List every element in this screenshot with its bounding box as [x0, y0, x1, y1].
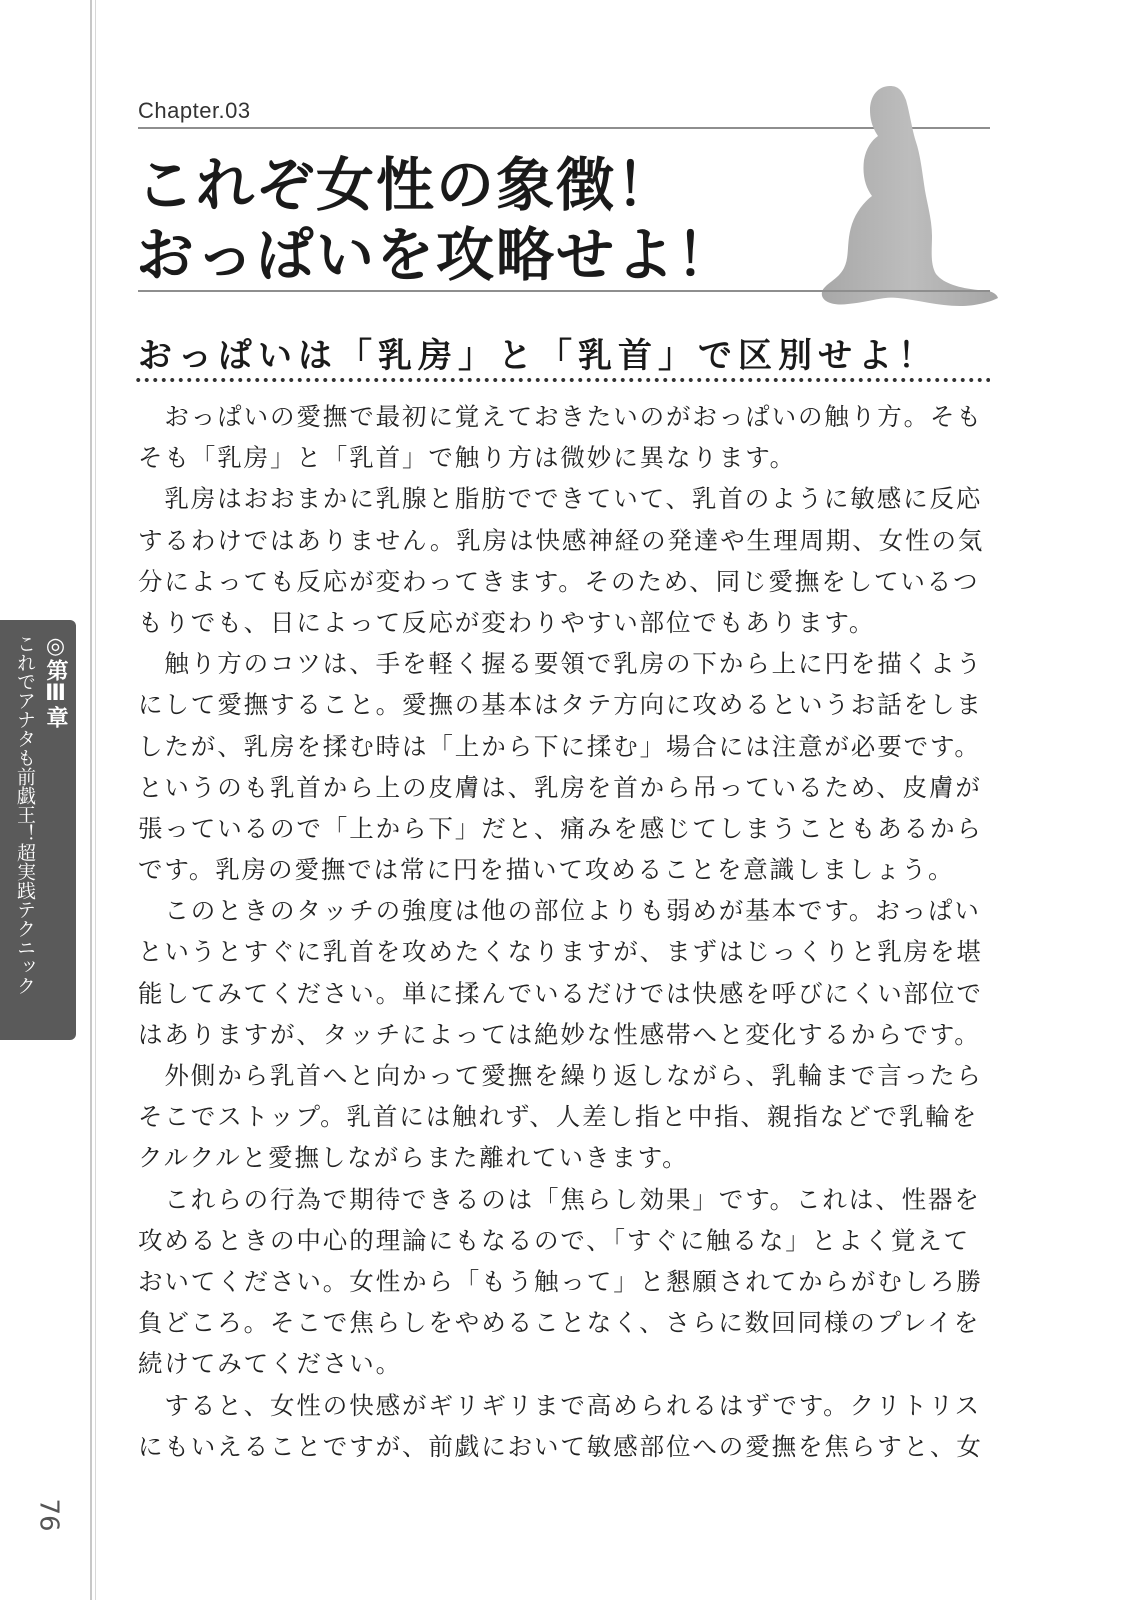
body-line: というとすぐに乳首を攻めたくなりますが、まずはじっくりと乳房を堪 — [138, 937, 983, 967]
body-line: 触り方のコツは、手を軽く握る要領で乳房の下から上に円を描くよう — [138, 649, 983, 679]
body-line: するわけではありません。乳房は快感神経の発達や生理周期、女性の気 — [138, 525, 985, 555]
body-line: にもいえることですが、前戯において敏感部位への愛撫を焦らすと、女 — [138, 1431, 983, 1461]
spine-line-inner — [95, 0, 96, 1600]
body-line: 負どころ。そこで焦らしをやめることなく、さらに数回同様のプレイを — [138, 1308, 981, 1338]
body-line: 攻めるときの中心的理論にもなるので、「すぐに触るな」とよく覚えて — [138, 1225, 971, 1255]
body-line: そこでストップ。乳首には触れず、人差し指と中指、親指などで乳輪を — [138, 1102, 979, 1132]
chapter-label: Chapter.03 — [138, 98, 251, 123]
body-line: 続けてみてください。 — [138, 1349, 402, 1379]
body-line: というのも乳首から上の皮膚は、乳房を首から吊っているため、皮膚が — [138, 772, 982, 802]
chapter-side-tab — [0, 620, 76, 1040]
title-line-2: おっぱいを攻略せよ！ — [136, 221, 737, 289]
body-line: にして愛撫すること。愛撫の基本はタテ方向に攻めるというお話をしま — [138, 690, 983, 720]
body-line: おっぱいの愛撫で最初に覚えておきたいのがおっぱいの触り方。そも — [138, 402, 983, 431]
body-line: これらの行為で期待できるのは「焦らし効果」です。これは、性器を — [138, 1184, 981, 1214]
side-tab-subtitle: これでアナタも前戯王！超実践テクニック — [14, 634, 36, 995]
spine-line — [90, 0, 92, 1600]
body-line: はありますが、タッチによっては絶妙な性感帯へと変化するからです。 — [138, 1019, 981, 1049]
body-text — [138, 396, 998, 1467]
page-number: 76 — [33, 1498, 64, 1532]
body-line: クルクルと愛撫しながらまた離れていきます。 — [138, 1143, 689, 1173]
body-line: おいてください。女性から「もう触って」と懇願されてからがむしろ勝 — [138, 1266, 983, 1296]
body-line: そも「乳房」と「乳首」で触り方は微妙に異なります。 — [138, 443, 797, 473]
section-heading: おっぱいは「乳房」と「乳首」で区別せよ！ — [138, 336, 938, 376]
body-line: もりでも、日によって反応が変わりやすい部位でもあります。 — [138, 607, 876, 637]
body-line: すると、女性の快感がギリギリまで高められるはずです。クリトリス — [138, 1390, 982, 1420]
dotted-divider — [134, 377, 990, 383]
body-line: です。乳房の愛撫では常に円を描いて攻めることを意識しましょう。 — [138, 855, 955, 885]
body-line: したが、乳房を揉む時は「上から下に揉む」場合には注意が必要です。 — [138, 731, 981, 761]
body-line: 外側から乳首へと向かって愛撫を繰り返しながら、乳輪まで言ったら — [138, 1061, 983, 1090]
body-line: このときのタッチの強度は他の部位よりも弱めが基本です。おっぱい — [138, 896, 981, 926]
body-line: 乳房はおおまかに乳腺と脂肪でできていて、乳首のように敏感に反応 — [138, 484, 983, 514]
body-line: 能してみてください。単に揉んでいるだけでは快感を呼びにくい部位で — [138, 978, 983, 1008]
title-line-1: これぞ女性の象徴！ — [136, 151, 677, 219]
kneeling-woman-silhouette-icon — [820, 84, 1000, 320]
body-line: 分によっても反応が変わってきます。そのため、同じ愛撫をしているつ — [138, 566, 980, 596]
page-title — [136, 150, 736, 290]
side-tab-chapter: ◎第Ⅲ章 — [43, 634, 68, 728]
header-rule-bottom — [138, 290, 990, 292]
body-line: 張っているので「上から下」だと、痛みを感じてしまうこともあるから — [138, 813, 983, 843]
